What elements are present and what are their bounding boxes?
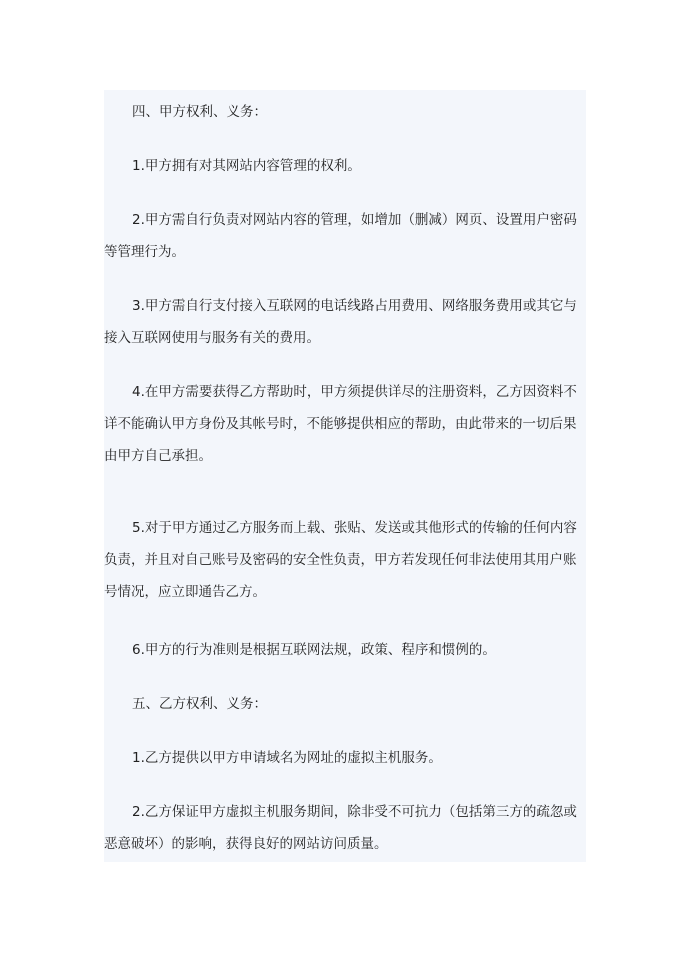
clause-a-5: 5.对于甲方通过乙方服务而上载、张贴、发送或其他形式的传输的任何内容负责，并且对自己账号及密码的安全性负责，甲方若发现任何非法使用其用户账号情况，应立即通告乙方。	[104, 520, 577, 600]
clause-b-2: 2.乙方保证甲方虚拟主机服务期间，除非受不可抗力（包括第三方的疏忽或恶意破坏）的影响，获得良好的网站访问质量。	[104, 804, 577, 852]
section-heading-party-a: 四、甲方权利、义务：	[132, 104, 267, 120]
clause-a-1: 1.甲方拥有对其网站内容管理的权利。	[132, 158, 361, 174]
clause-b-1: 1.乙方提供以甲方申请域名为网址的虚拟主机服务。	[132, 750, 442, 766]
clause-a-4: 4.在甲方需要获得乙方帮助时，甲方须提供详尽的注册资料，乙方因资料不详不能确认甲方身份及其帐号时，不能够提供相应的帮助，由此带来的一切后果由甲方自己承担。	[104, 384, 577, 464]
clause-a-2: 2.甲方需自行负责对网站内容的管理，如增加（删减）网页、设置用户密码等管理行为。	[104, 212, 577, 260]
clause-a-6: 6.甲方的行为准则是根据互联网法规，政策、程序和惯例的。	[132, 642, 496, 658]
clause-a-3: 3.甲方需自行支付接入互联网的电话线路占用费用、网络服务费用或其它与接入互联网使用与服务有关的费用。	[104, 298, 577, 346]
section-heading-party-b: 五、乙方权利、义务：	[132, 696, 267, 712]
